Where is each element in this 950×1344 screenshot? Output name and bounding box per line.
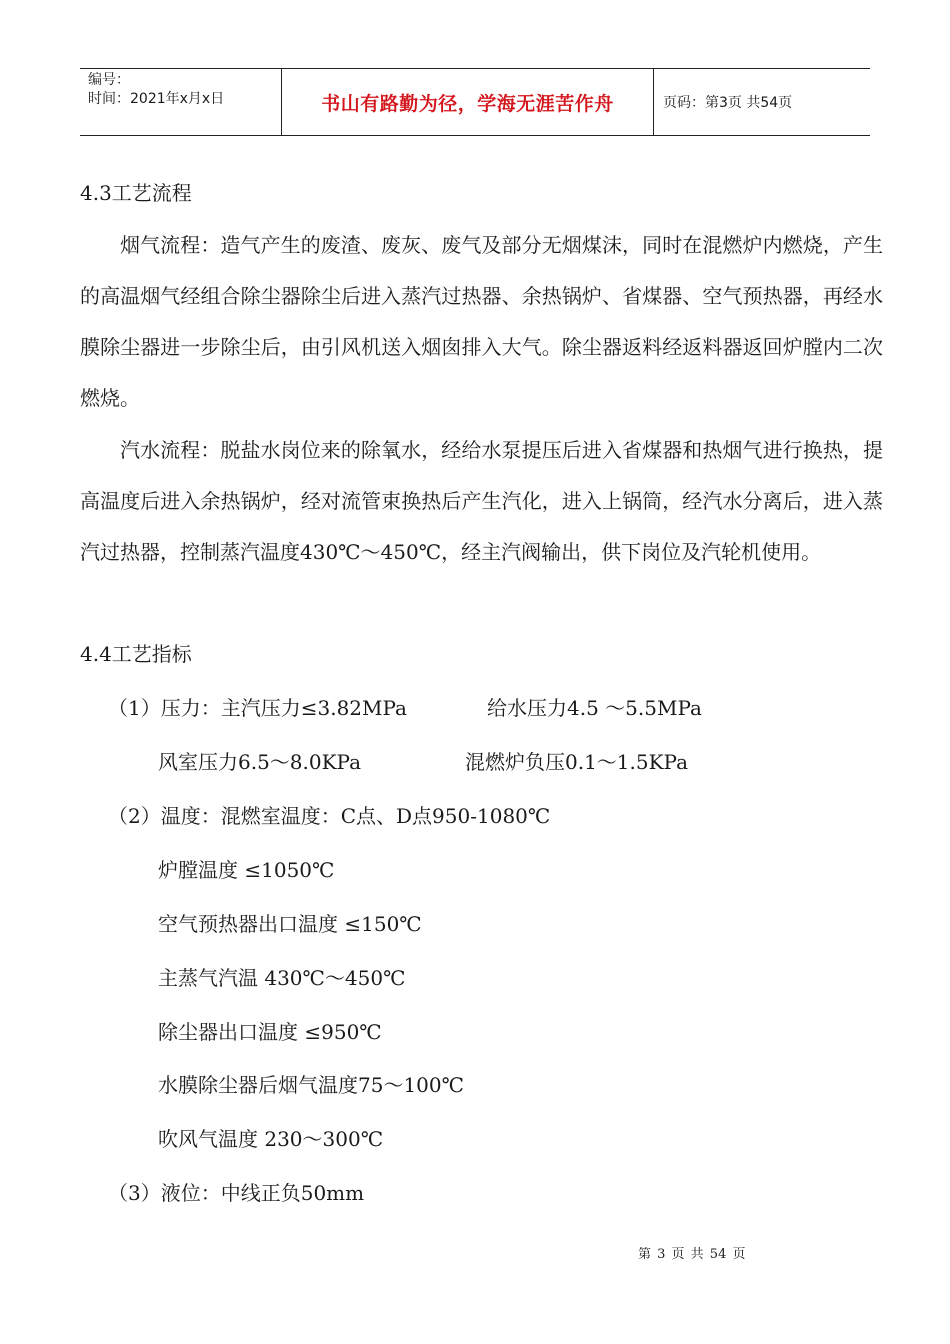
header-page-info: 页码：第3页 共54页: [663, 95, 793, 111]
air-preheater-outlet-temperature: 空气预热器出口温度 ≤150℃: [158, 912, 422, 936]
header-meta-cell: [80, 69, 282, 135]
feedwater-pressure: 给水压力4.5 ～5.5MPa: [487, 696, 702, 720]
steam-water-process-paragraph: 汽水流程：脱盐水岗位来的除氧水，经给水泵提压后进入省煤器和热烟气进行换热，提高温度后进入余热锅炉，经对流管束换热后产生汽化，进入上锅筒，经汽水分离后，进入蒸汽过热器，控制蒸汽温度430℃～450℃，经主汽阀输出，供下岗位及汽轮机使用。: [80, 438, 883, 564]
wind-chamber-pressure: 风室压力6.5～8.0KPa: [158, 750, 362, 774]
furnace-negative-pressure: 混燃炉负压0.1～1.5KPa: [465, 750, 689, 774]
liquid-level: （3）液位：中线正负50mm: [108, 1181, 365, 1205]
dust-collector-outlet-temperature: 除尘器出口温度 ≤950℃: [158, 1020, 382, 1044]
section-4-4-heading: 4.4工艺指标: [80, 642, 192, 666]
document-time-label: 时间：2021年x月x日: [88, 91, 225, 107]
flue-gas-process-paragraph: 烟气流程：造气产生的废渣、废灰、废气及部分无烟煤沫，同时在混燃炉内燃烧，产生的高温烟气经组合除尘器除尘后进入蒸汽过热器、余热锅炉、省煤器、空气预热器，再经水膜除尘器进一步除尘后，由引风机送入烟囱排入大气。除尘器返料经返料器返回炉膛内二次燃烧。: [80, 233, 883, 410]
blow-gas-temperature: 吹风气温度 230～300℃: [158, 1127, 384, 1151]
document-number-label: 编号：: [88, 72, 130, 88]
furnace-temperature: 炉膛温度 ≤1050℃: [158, 858, 335, 882]
main-steam-pressure: （1）压力：主汽压力≤3.82MPa: [108, 696, 407, 720]
water-film-flue-gas-temperature: 水膜除尘器后烟气温度75～100℃: [158, 1073, 464, 1097]
header-motto: 书山有路勤为径，学海无涯苦作舟: [282, 69, 654, 135]
page-header: [80, 68, 870, 136]
main-steam-temperature: 主蒸气汽温 430℃～450℃: [158, 966, 406, 990]
mixed-combustion-temperature: （2）温度：混燃室温度：C点、D点950-1080℃: [108, 804, 551, 828]
page-footer: 第 3 页 共 54 页: [638, 1247, 746, 1262]
section-4-3-heading: 4.3工艺流程: [80, 181, 192, 205]
